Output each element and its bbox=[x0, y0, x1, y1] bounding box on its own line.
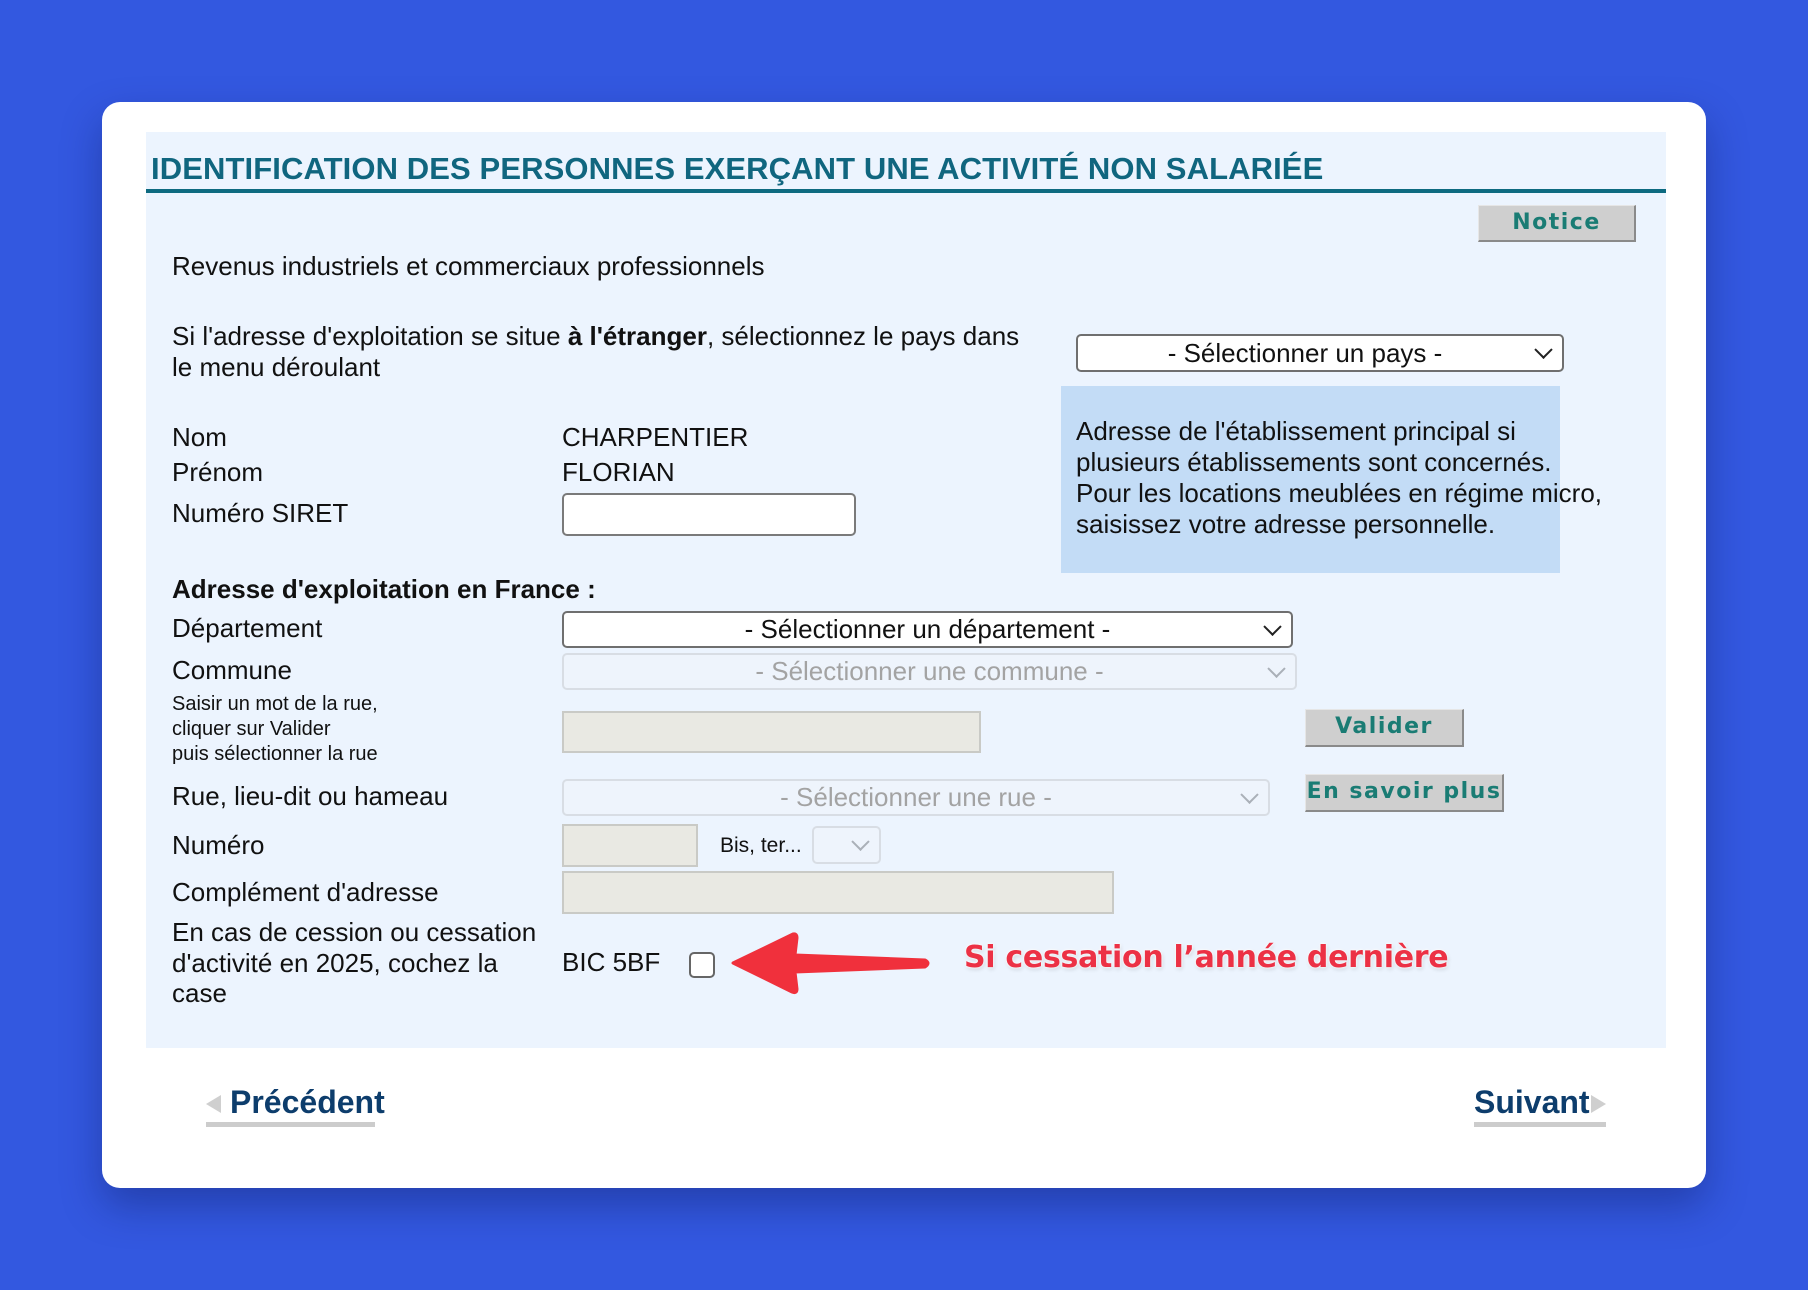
numero-label: Numéro bbox=[172, 830, 265, 860]
foreign-text-part1: Si l'adresse d'exploitation se situe bbox=[172, 321, 568, 351]
departement-select-value: - Sélectionner un département - bbox=[744, 614, 1111, 644]
commune-select[interactable] bbox=[562, 653, 1297, 690]
foreign-text-bold: à l'étranger bbox=[567, 321, 707, 351]
previous-arrow-icon bbox=[206, 1095, 221, 1113]
previous-link[interactable]: Précédent bbox=[230, 1084, 385, 1120]
chevron-down-icon bbox=[851, 833, 869, 851]
chevron-down-icon bbox=[1263, 617, 1281, 635]
foreign-address-instruction bbox=[172, 321, 1019, 383]
cessation-label-line: case bbox=[172, 978, 227, 1008]
next-underline bbox=[1474, 1122, 1606, 1127]
street-word-input[interactable] bbox=[562, 711, 981, 753]
title-divider bbox=[146, 189, 1666, 193]
page-title: IDENTIFICATION DES PERSONNES EXERÇANT UNE ACTIVITÉ NON SALARIÉE bbox=[151, 151, 1324, 186]
bic-5bf-label: BIC 5BF bbox=[562, 947, 661, 977]
foreign-text-part2: , sélectionnez le pays dans bbox=[706, 321, 1020, 351]
commune-select-value: - Sélectionner une commune - bbox=[755, 656, 1104, 686]
departement-select[interactable] bbox=[562, 611, 1293, 648]
numero-input[interactable] bbox=[562, 824, 698, 867]
cessation-label bbox=[172, 917, 536, 1009]
previous-underline bbox=[206, 1122, 375, 1127]
cessation-label-line: En cas de cession ou cessation bbox=[172, 917, 537, 947]
departement-label: Département bbox=[172, 613, 323, 643]
section-subtitle: Revenus industriels et commerciaux professionnels bbox=[172, 251, 765, 281]
notice-button[interactable]: Notice bbox=[1478, 205, 1636, 242]
chevron-down-icon bbox=[1240, 785, 1258, 803]
info-box-text bbox=[1076, 416, 1602, 540]
cessation-checkbox[interactable] bbox=[689, 952, 715, 978]
info-line: Adresse de l'établissement principal si bbox=[1076, 416, 1516, 446]
street-hint bbox=[172, 692, 378, 767]
info-line: plusieurs établissements sont concernés. bbox=[1076, 447, 1552, 477]
next-arrow-icon bbox=[1591, 1095, 1606, 1113]
street-hint-line: Saisir un mot de la rue, bbox=[172, 693, 378, 715]
street-hint-line: puis sélectionner la rue bbox=[172, 743, 378, 765]
siret-label: Numéro SIRET bbox=[172, 498, 349, 528]
commune-label: Commune bbox=[172, 655, 292, 685]
chevron-down-icon bbox=[1267, 659, 1285, 677]
street-hint-line: cliquer sur Valider bbox=[172, 718, 331, 740]
siret-input[interactable] bbox=[562, 493, 856, 536]
bis-label: Bis, ter... bbox=[720, 834, 802, 857]
cessation-label-line: d'activité en 2025, cochez la bbox=[172, 947, 498, 978]
info-line: Pour les locations meublées en régime micro, bbox=[1076, 478, 1603, 508]
prenom-label: Prénom bbox=[172, 457, 264, 487]
prenom-value: FLORIAN bbox=[562, 457, 675, 487]
rue-select-value: - Sélectionner une rue - bbox=[780, 782, 1052, 812]
foreign-text-line2: le menu déroulant bbox=[172, 352, 381, 382]
rue-label: Rue, lieu-dit ou hameau bbox=[172, 781, 449, 811]
valider-button[interactable]: Valider bbox=[1305, 709, 1464, 747]
complement-input[interactable] bbox=[562, 871, 1114, 914]
red-arrow-annotation-icon bbox=[725, 925, 940, 1000]
nom-label: Nom bbox=[172, 422, 227, 452]
en-savoir-plus-button[interactable]: En savoir plus bbox=[1305, 774, 1504, 812]
chevron-down-icon bbox=[1534, 341, 1552, 359]
nom-value: CHARPENTIER bbox=[562, 422, 749, 452]
rue-select[interactable] bbox=[562, 779, 1270, 816]
annotation-text: Si cessation l’année dernière bbox=[964, 940, 1449, 975]
info-line: saisissez votre adresse personnelle. bbox=[1076, 509, 1496, 539]
complement-label: Complément d'adresse bbox=[172, 877, 439, 907]
country-select-value: - Sélectionner un pays - bbox=[1167, 337, 1443, 368]
address-heading: Adresse d'exploitation en France : bbox=[172, 574, 596, 604]
bis-select[interactable] bbox=[812, 826, 881, 864]
next-link[interactable]: Suivant bbox=[1474, 1084, 1590, 1120]
country-select[interactable] bbox=[1076, 334, 1564, 372]
